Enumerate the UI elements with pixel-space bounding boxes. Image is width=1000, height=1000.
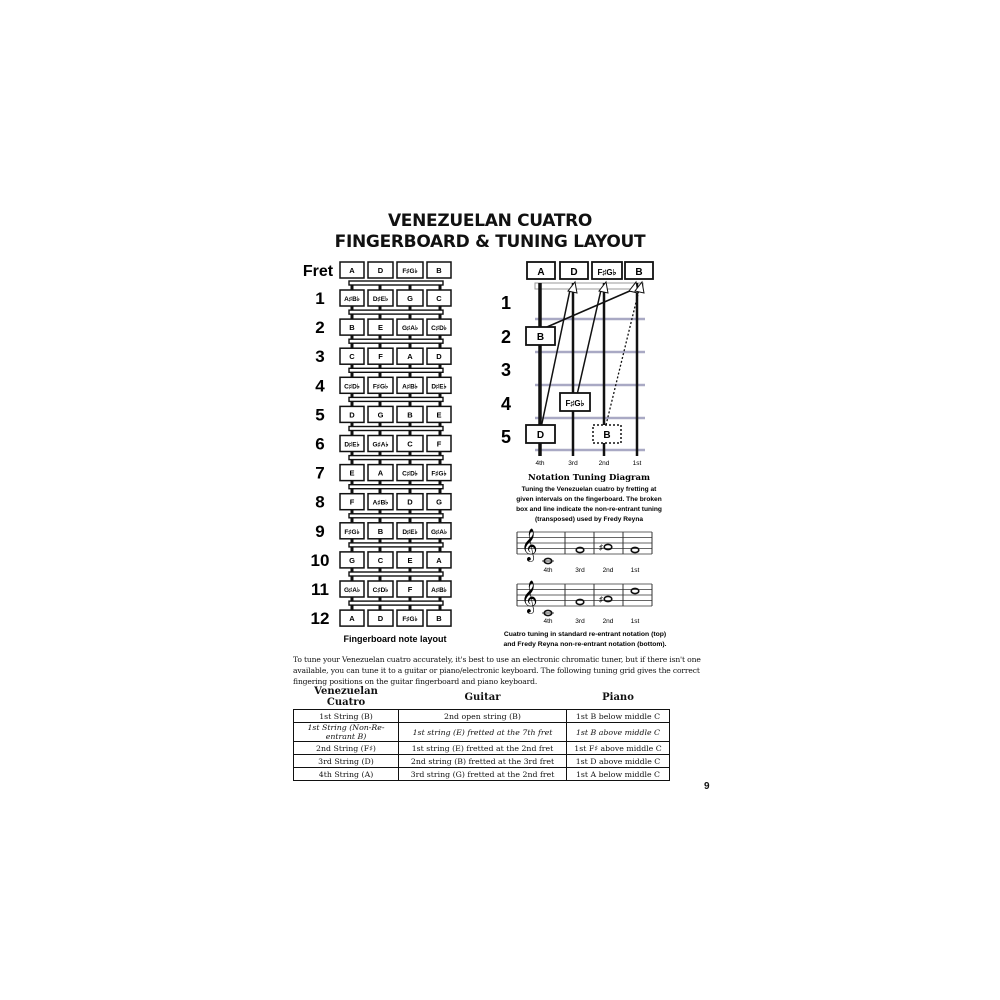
table-cell: 2nd string (B) fretted at the 3rd fret [399, 755, 567, 768]
note-label: G [377, 410, 384, 420]
fret-number: 6 [315, 434, 325, 454]
open-note-label: D [570, 267, 578, 278]
note-label: F [378, 352, 383, 362]
string-label: 4th [535, 460, 545, 467]
table-cell: 2nd String (F♯) [294, 742, 399, 755]
fret-number: 5 [315, 405, 325, 425]
note-label: D [349, 410, 355, 420]
note-label: B [436, 266, 442, 275]
notation-label: 4th [543, 618, 553, 625]
fret-number: 3 [315, 347, 325, 367]
table-row [294, 742, 670, 755]
note-label: E [407, 555, 413, 565]
notation-staves [517, 529, 652, 625]
table-cell: 3rd string (G) fretted at the 2nd fret [399, 768, 567, 781]
notation-label: 1st [630, 618, 640, 625]
tuning-line-dotted [606, 290, 639, 425]
table-cell: 1st String (Non-Re-entrant B) [294, 723, 399, 742]
title-line-2: FINGERBOARD & TUNING LAYOUT [334, 232, 646, 252]
note-label: F♯G♭ [372, 383, 389, 391]
fingerboard-chart [303, 262, 451, 628]
whole-note [576, 599, 584, 604]
table-row [294, 723, 670, 742]
tuning-desc-line: box and line indicate the non-re-entrant tuning [516, 506, 662, 513]
note-box-b-label: B [536, 332, 545, 343]
note-label: F♯G♭ [344, 528, 360, 536]
note-label: C♯D♭ [372, 587, 389, 594]
note-label: A♯B♭ [372, 499, 389, 507]
col-header-piano: Piano [602, 691, 634, 703]
note-label: F♯G♭ [402, 616, 418, 624]
note-label: G♯A♭ [343, 587, 361, 594]
note-label: C [377, 555, 384, 565]
notation-label: 1st [630, 567, 640, 574]
col-header-guitar: Guitar [464, 691, 501, 703]
table-cell: 1st F♯ above middle C [567, 742, 670, 755]
note-label: F♯G♭ [431, 470, 447, 478]
note-label: D [377, 614, 384, 624]
note-label: A [349, 266, 355, 275]
note-label: G♯A♭ [372, 441, 389, 449]
note-label: G [407, 294, 413, 303]
note-label: E [377, 323, 384, 333]
fret-number: 12 [310, 609, 330, 629]
fret-number: 5 [500, 427, 512, 447]
note-label: B [436, 614, 442, 624]
open-note-label: F♯G♭ [597, 268, 617, 277]
note-label: A [377, 468, 384, 478]
note-label: C [436, 294, 442, 303]
note-label: C♯D♭ [431, 325, 447, 333]
note-label: F [436, 439, 442, 449]
page-number: 9 [704, 781, 710, 792]
note-label: D [407, 497, 413, 507]
note-label: B [407, 410, 413, 420]
note-label: F [407, 585, 413, 594]
table-cell: 1st D above middle C [567, 755, 670, 768]
tuning-desc-line: (transposed) used by Fredy Reyna [534, 516, 644, 523]
fret-label: Fret [302, 263, 334, 280]
tuning-desc-line: given intervals on the fingerboard. The broken [516, 496, 662, 503]
table-cell: 1st string (E) fretted at the 7th fret [399, 723, 567, 742]
note-box-d-label: D [536, 430, 545, 441]
note-box-fsharp-label: F♯G♭ [565, 399, 585, 408]
fret-number: 4 [500, 394, 512, 414]
tuning-desc-line: Tuning the Venezuelan cuatro by fretting at [521, 486, 657, 493]
string-label: 3rd [568, 460, 578, 467]
table-cell: 1st string (E) fretted at the 2nd fret [399, 742, 567, 755]
fret-bar [349, 485, 443, 489]
notation-label: 3rd [575, 618, 585, 625]
table-cell: 3rd String (D) [294, 755, 399, 768]
note-label: F♯G♭ [402, 268, 418, 275]
title-line-1: VENEZUELAN CUATRO [387, 211, 593, 231]
note-label: C♯D♭ [344, 383, 360, 391]
note-label: G♯A♭ [430, 528, 448, 536]
fret-number: 9 [315, 521, 325, 541]
note-label: E [349, 468, 355, 478]
treble-clef-icon: 𝄞 [521, 581, 538, 612]
table-cell: 4th String (A) [294, 768, 399, 781]
note-label: B [349, 323, 355, 333]
fret-bar [349, 397, 443, 401]
table-row [294, 768, 670, 781]
whole-note [631, 547, 639, 552]
note-label: D♯E♭ [372, 296, 389, 303]
fret-bar [349, 310, 443, 314]
note-label: E [436, 410, 442, 420]
fret-bar [349, 281, 443, 285]
sharp-icon: ♯ [599, 543, 603, 552]
treble-clef-icon: 𝄞 [521, 529, 538, 560]
fret-number: 1 [500, 293, 512, 313]
fret-bar [349, 572, 443, 576]
whole-note [576, 547, 584, 552]
note-label: G♯A♭ [401, 325, 419, 333]
fret-number: 7 [315, 463, 325, 483]
note-label: A♯B♭ [344, 296, 360, 303]
string-label: 1st [632, 460, 642, 467]
fret-bar [349, 339, 443, 343]
open-note-label: A [537, 267, 545, 278]
whole-note [604, 596, 612, 601]
note-label: C [349, 352, 355, 362]
note-label: B [377, 526, 384, 536]
note-label: A♯B♭ [431, 587, 447, 594]
tuning-diagram-title: Notation Tuning Diagram [527, 473, 651, 483]
note-label: A [436, 555, 442, 565]
fret-bar [349, 456, 443, 460]
note-label: D [377, 266, 384, 275]
note-label: D♯E♭ [402, 528, 418, 536]
fret-number: 1 [315, 289, 325, 308]
notation-label: 4th [543, 567, 553, 574]
fret-number: 3 [500, 360, 512, 380]
fret-bar [349, 368, 443, 372]
col-header-cuatro: Venezuelan Cuatro [314, 686, 378, 708]
sharp-icon: ♯ [599, 595, 603, 604]
fret-number: 10 [310, 550, 330, 570]
note-label: A [407, 352, 413, 362]
table-cell: 1st B below middle C [567, 710, 670, 723]
table-cell: 2nd open string (B) [399, 710, 567, 723]
fret-number: 11 [311, 580, 329, 599]
intro-paragraph: To tune your Venezuelan cuatro accurately, it's best to use an electronic chromatic tuner, but if there isn't one available, you can tune it to a guitar or piano/electronic keyboard. The following tuning grid gives the correct fingering positions on the guitar fingerboard and piano keyboard. [293, 655, 701, 686]
fingerboard-caption: Fingerboard note layout [343, 634, 447, 644]
note-label: D♯E♭ [344, 441, 360, 449]
table-row [294, 755, 670, 768]
notation-caption-line: and Fredy Reyna non-re-entrant notation (bottom). [503, 641, 667, 648]
fret-bar [349, 601, 443, 605]
note-label: A♯B♭ [402, 383, 418, 391]
tuning-table [293, 686, 670, 781]
fret-bar [349, 514, 443, 518]
table-row [294, 710, 670, 723]
note-label: C♯D♭ [402, 470, 418, 478]
note-label: F [349, 497, 355, 507]
whole-note [631, 588, 639, 593]
notation-label: 2nd [602, 618, 614, 625]
fret-number: 2 [315, 318, 325, 338]
nut [535, 283, 643, 289]
notation-caption-line: Cuatro tuning in standard re-entrant notation (top) [503, 631, 667, 638]
note-label: G [349, 555, 355, 565]
whole-note [604, 544, 612, 549]
fret-bar [349, 427, 443, 431]
table-cell: 1st String (B) [294, 710, 399, 723]
note-label: C [407, 439, 413, 449]
note-label: A [349, 614, 355, 624]
table-cell: 1st B above middle C [567, 723, 670, 742]
note-label: G [436, 497, 442, 507]
fret-number: 4 [315, 376, 325, 396]
table-cell: 1st A below middle C [567, 768, 670, 781]
notation-label: 2nd [602, 567, 614, 574]
tuning-line [540, 290, 632, 330]
note-label: D♯E♭ [431, 383, 447, 391]
fret-number: 8 [315, 492, 325, 512]
note-box-b-dotted-label: B [603, 430, 611, 441]
fret-number: 2 [500, 327, 512, 347]
tuning-diagram [501, 262, 653, 467]
open-note-label: B [635, 267, 643, 278]
tuning-line [577, 290, 601, 395]
fret-bar [349, 543, 443, 547]
notation-label: 3rd [575, 567, 585, 574]
note-label: D [436, 352, 442, 362]
string-label: 2nd [598, 460, 610, 467]
